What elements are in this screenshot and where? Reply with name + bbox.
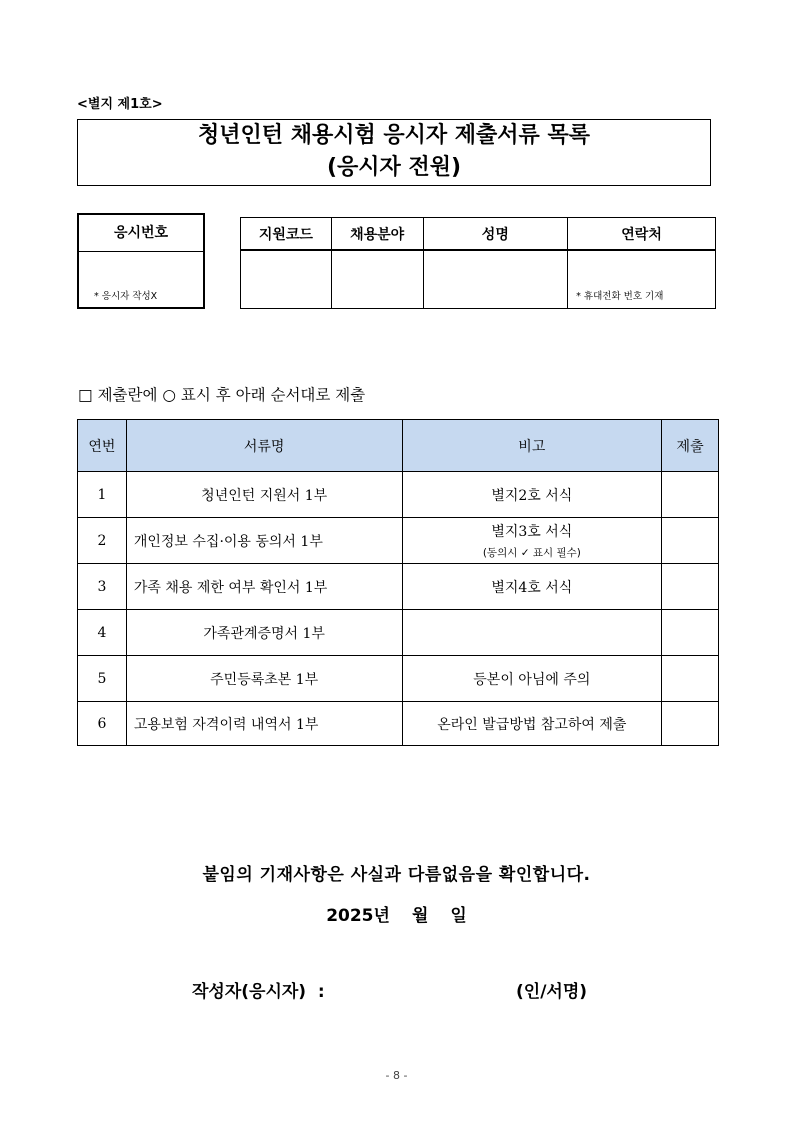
- field-cell[interactable]: [331, 250, 423, 309]
- confirmation-statement: 붙임의 기재사항은 사실과 다름없음을 확인합니다.: [202, 865, 591, 885]
- header-no: 연번: [78, 420, 127, 472]
- exam-number-box: [77, 213, 205, 309]
- code-cell[interactable]: [241, 250, 332, 309]
- row-no: 3: [78, 564, 127, 610]
- row-doc-name: 고용보험 자격이력 내역서 1부: [126, 702, 402, 746]
- submission-instruction: □ 제출란에 ○ 표시 후 아래 순서대로 제출: [78, 386, 366, 404]
- row-remark: 등본이 아님에 주의: [402, 656, 662, 702]
- date-day: 일: [450, 906, 467, 926]
- title-line-2: (응시자 전원): [326, 155, 462, 180]
- table-row: [78, 656, 719, 702]
- row-submit-cell[interactable]: [662, 518, 719, 564]
- row-remark: 온라인 발급방법 참고하여 제출: [402, 702, 662, 746]
- exam-number-header: 응시번호: [79, 215, 203, 252]
- signature-date: [0, 901, 793, 926]
- header-field: 채용분야: [331, 218, 423, 251]
- row-submit-cell[interactable]: [662, 472, 719, 518]
- row-doc-name: 청년인턴 지원서 1부: [126, 472, 402, 518]
- author-label: 작성자(응시자) :: [192, 982, 325, 1002]
- table-row: [78, 518, 719, 564]
- row-remark-cell: [402, 518, 662, 564]
- row-submit-cell[interactable]: [662, 702, 719, 746]
- row-doc-name: 주민등록초본 1부: [126, 656, 402, 702]
- row-remark: 별지2호 서식: [402, 472, 662, 518]
- row-remark: 별지4호 서식: [402, 564, 662, 610]
- header-code: 지원코드: [241, 218, 332, 251]
- row-submit-cell[interactable]: [662, 656, 719, 702]
- row-doc-name: 가족관계증명서 1부: [126, 610, 402, 656]
- header-remark: 비고: [402, 420, 662, 472]
- exam-number-note: * 응시자 작성X: [94, 291, 158, 302]
- table-row: [78, 610, 719, 656]
- row-remark-sub: (동의시 ✓ 표시 필수): [482, 547, 581, 559]
- applicant-info-table: [240, 217, 716, 309]
- header-submit: 제출: [662, 420, 719, 472]
- date-year: 2025년: [326, 906, 390, 926]
- row-remark: 별지3호 서식: [491, 524, 573, 540]
- row-remark: [402, 610, 662, 656]
- row-submit-cell[interactable]: [662, 564, 719, 610]
- name-cell[interactable]: [423, 250, 568, 309]
- table-row: [78, 702, 719, 746]
- seal-signature-label: (인/서명): [516, 982, 588, 1002]
- row-no: 4: [78, 610, 127, 656]
- page-number: - 8 -: [385, 1069, 408, 1082]
- row-doc-name: 가족 채용 제한 여부 확인서 1부: [126, 564, 402, 610]
- row-no: 2: [78, 518, 127, 564]
- document-title: [77, 119, 711, 186]
- form-label: <별지 제1호>: [77, 97, 163, 112]
- header-contact: 연락처: [568, 218, 716, 251]
- row-submit-cell[interactable]: [662, 610, 719, 656]
- row-no: 6: [78, 702, 127, 746]
- row-no: 5: [78, 656, 127, 702]
- contact-cell[interactable]: * 휴대전화 번호 기재: [568, 250, 716, 309]
- header-name: 성명: [423, 218, 568, 251]
- documents-table: [77, 419, 719, 746]
- date-month: 월: [411, 906, 429, 926]
- row-no: 1: [78, 472, 127, 518]
- table-row: [78, 564, 719, 610]
- row-doc-name: 개인정보 수집·이용 동의서 1부: [126, 518, 402, 564]
- header-doc-name: 서류명: [126, 420, 402, 472]
- title-line-1: 청년인턴 채용시험 응시자 제출서류 목록: [198, 123, 590, 148]
- table-row: [78, 472, 719, 518]
